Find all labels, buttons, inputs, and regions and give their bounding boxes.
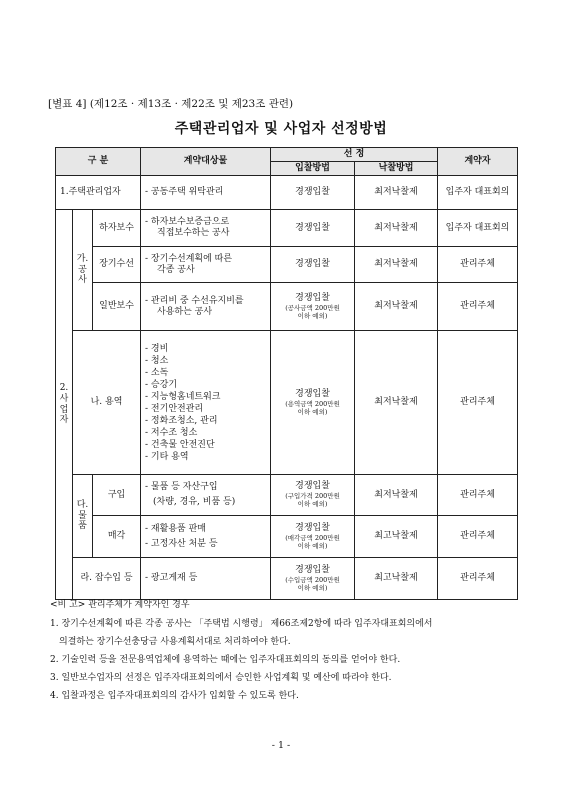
remark-item: 1. 장기수선계획에 따른 각종 공사는 「주택법 시행령」 제66조제2항에 따라 입주자대표회의에서 xyxy=(50,619,433,629)
header-row-1 xyxy=(56,148,518,162)
header-contractor: 계약자 xyxy=(438,148,518,176)
row-subgroup: 나. 용역 xyxy=(73,331,141,475)
row-contractor: 관리주체 xyxy=(438,558,518,600)
subgroup-label-goods: 다. 물 품 xyxy=(73,475,93,558)
row-award: 최저낙찰제 xyxy=(355,176,438,210)
row-bidding: 경쟁입찰 xyxy=(271,210,355,247)
row-award: 최고낙찰제 xyxy=(355,516,438,558)
target-line: - 관리비 중 수선유지비를 xyxy=(145,295,244,306)
row-target: - 공동주택 위탁관리 xyxy=(141,176,271,210)
bidding-method: 경쟁입찰 xyxy=(295,388,330,399)
bidding-exception: (매각금액 200만원 xyxy=(285,533,340,542)
remark-item: 2. 기술인력 등을 전문용역업체에 용역하는 때에는 입주자대표회의의 동의를 얻어야 한다. xyxy=(50,655,401,665)
header-target: 계약대상물 xyxy=(141,148,271,176)
table-row xyxy=(56,331,518,475)
bidding-exception: (수입금액 200만원 xyxy=(285,575,340,584)
table-row xyxy=(56,516,518,558)
target-line: - 재활용품 판매 xyxy=(145,523,206,534)
row-subcategory: 일반보수 xyxy=(93,283,141,331)
bidding-method: 경쟁입찰 xyxy=(295,292,330,303)
row-contractor: 관리주체 xyxy=(438,247,518,283)
list-item: - 승강기 xyxy=(145,379,178,390)
list-item: - 지능형홈네트워크 xyxy=(145,391,221,402)
row-award: 최저낙찰제 xyxy=(355,331,438,475)
target-line: - 장기수선계획에 따른 xyxy=(145,253,233,264)
row-subgroup: 라. 잡수입 등 xyxy=(73,558,141,600)
remarks-title: <비 고> 관리주체가 계약자인 경우 xyxy=(50,600,190,610)
subgroup-label-construction: 가. 공 사 xyxy=(73,210,93,331)
row-bidding xyxy=(271,516,355,558)
bidding-exception: 이하 예외) xyxy=(297,311,328,320)
remarks-section xyxy=(50,597,520,706)
bidding-exception: (구입가격 200만원 xyxy=(285,492,340,501)
selection-method-table xyxy=(55,147,518,600)
list-item: - 전기안전관리 xyxy=(145,403,204,414)
list-item: - 건축물 안전진단 xyxy=(145,439,215,450)
list-item: - 정화조청소, 관리 xyxy=(145,415,218,426)
row-target xyxy=(141,516,271,558)
row-subcategory: 장기수선 xyxy=(93,247,141,283)
row-target xyxy=(141,247,271,283)
remark-item-continued: 의결하는 장기수선충당금 사용계획서대로 처리하여야 한다. xyxy=(59,637,291,647)
annex-reference: [별표 4] (제12조 · 제13조 · 제22조 및 제23조 관련) xyxy=(48,98,294,110)
row-award: 최저낙찰제 xyxy=(355,210,438,247)
row-bidding xyxy=(271,283,355,331)
table-row xyxy=(56,558,518,600)
row-award: 최저낙찰제 xyxy=(355,475,438,516)
bidding-method: 경쟁입찰 xyxy=(295,481,330,492)
list-item: - 경비 xyxy=(145,343,169,354)
row-bidding: 경쟁입찰 xyxy=(271,247,355,283)
table-row xyxy=(56,247,518,283)
target-line: 사용하는 공사 xyxy=(157,306,213,317)
row-target xyxy=(141,283,271,331)
row-bidding xyxy=(271,331,355,475)
row-award: 최저낙찰제 xyxy=(355,283,438,331)
row-contractor: 입주자 대표회의 xyxy=(438,210,518,247)
bidding-exception: (공사금액 200만원 xyxy=(285,303,340,312)
table-row xyxy=(56,210,518,247)
row-category: 1.주택관리업자 xyxy=(56,176,141,210)
target-line: - 고정자산 처분 등 xyxy=(145,538,218,549)
target-line: (차량, 경유, 비품 등) xyxy=(153,497,236,507)
row-contractor: 관리주체 xyxy=(438,283,518,331)
row-subcategory: 하자보수 xyxy=(93,210,141,247)
target-line: 각종 공사 xyxy=(157,264,195,275)
header-bidding: 입찰방법 xyxy=(271,162,355,176)
bidding-method: 경쟁입찰 xyxy=(295,522,330,533)
list-item: - 청소 xyxy=(145,355,169,366)
list-item: - 저수조 청소 xyxy=(145,427,198,438)
bidding-exception: 이하 예외) xyxy=(297,541,328,550)
table-row xyxy=(56,176,518,210)
remark-item: 4. 입찰과정은 입주자대표회의의 감사가 입회할 수 있도록 한다. xyxy=(50,691,299,701)
row-contractor: 관리주체 xyxy=(438,331,518,475)
header-selection: 선 정 xyxy=(271,148,438,162)
bidding-exception: 이하 예외) xyxy=(297,500,328,509)
remark-item: 3. 일반보수업자의 선정은 입주자대표회의에서 승인한 사업계획 및 예산에 따라야 한다. xyxy=(50,673,392,683)
header-award: 낙찰방법 xyxy=(355,162,438,176)
target-line: - 물품 등 자산구입 xyxy=(145,482,218,493)
table-row xyxy=(56,283,518,331)
target-line: - 하자보수보증금으로 xyxy=(145,217,230,228)
header-category: 구 분 xyxy=(56,148,141,176)
row-contractor: 관리주체 xyxy=(438,475,518,516)
service-items-list xyxy=(141,331,271,475)
row-target xyxy=(141,210,271,247)
page-number: - 1 - xyxy=(271,740,291,751)
bidding-exception: (용역금액 200만원 xyxy=(285,399,340,408)
row-contractor: 관리주체 xyxy=(438,516,518,558)
group-label-business: 2. 사 업 자 xyxy=(56,210,73,600)
document-title: 주택관리업자 및 사업자 선정방법 xyxy=(174,121,388,137)
bidding-exception: 이하 예외) xyxy=(297,407,328,416)
bidding-method: 경쟁입찰 xyxy=(295,564,330,575)
target-line: 직접보수하는 공사 xyxy=(157,228,230,238)
row-subcategory: 구입 xyxy=(93,475,141,516)
row-contractor: 입주자 대표회의 xyxy=(438,176,518,210)
row-award: 최저낙찰제 xyxy=(355,247,438,283)
row-subcategory: 매각 xyxy=(93,516,141,558)
list-item: - 소독 xyxy=(145,367,169,378)
bidding-exception: 이하 예외) xyxy=(297,583,328,592)
row-bidding xyxy=(271,558,355,600)
list-item: - 기타 용역 xyxy=(145,451,189,462)
row-bidding xyxy=(271,475,355,516)
table-row xyxy=(56,475,518,516)
row-target xyxy=(141,475,271,516)
row-bidding: 경쟁입찰 xyxy=(271,176,355,210)
row-target: - 광고게재 등 xyxy=(141,558,271,600)
row-award: 최고낙찰제 xyxy=(355,558,438,600)
